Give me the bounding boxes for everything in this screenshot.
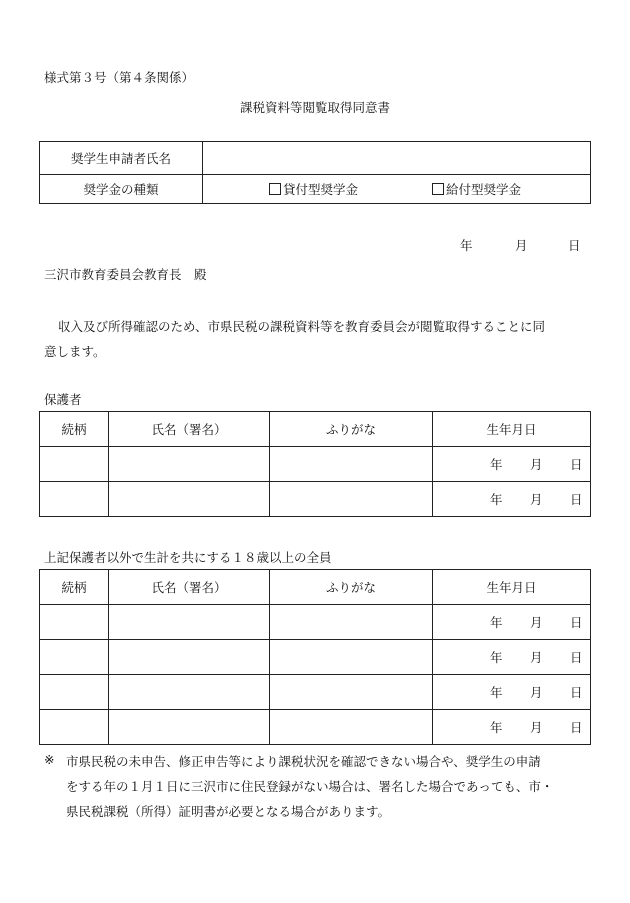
scholarship-type-label: 奨学金の種類 [40, 175, 203, 204]
birthdate-cell[interactable]: 年 月 日 [433, 605, 591, 640]
header-furigana: ふりがな [270, 570, 433, 605]
header-relation: 続柄 [40, 412, 109, 447]
header-birthdate: 生年月日 [433, 570, 591, 605]
table-row [40, 675, 591, 710]
grant-checkbox[interactable] [432, 183, 444, 195]
table-row [40, 605, 591, 640]
addressee: 三沢市教育委員会教育長 殿 [44, 267, 207, 282]
household-table [39, 569, 591, 745]
table-row [40, 710, 591, 745]
header-birthdate: 生年月日 [433, 412, 591, 447]
header-name: 氏名（署名） [109, 412, 270, 447]
table-row [40, 482, 591, 517]
date-day: 日 [568, 238, 581, 253]
note-mark: ※ [44, 752, 55, 767]
table-row [40, 640, 591, 675]
header-relation: 続柄 [40, 570, 109, 605]
guardian-table [39, 411, 591, 517]
household-heading: 上記保護者以外で生計を共にする１８歳以上の全員 [44, 550, 332, 565]
applicant-name-label: 奨学生申請者氏名 [40, 142, 203, 175]
birthdate-cell[interactable]: 年 月 日 [433, 447, 591, 482]
table-row [40, 447, 591, 482]
birthdate-cell[interactable]: 年 月 日 [433, 482, 591, 517]
header-name: 氏名（署名） [109, 570, 270, 605]
loan-option[interactable]: 貸付型奨学金 [269, 180, 358, 198]
guardian-heading: 保護者 [44, 392, 82, 407]
applicant-name-field[interactable] [203, 142, 591, 175]
loan-checkbox[interactable] [269, 183, 281, 195]
body-line-2: 意します。 [44, 344, 106, 359]
form-title: 課税資料等閲覧取得同意書 [239, 100, 390, 115]
note-line-2: をする年の１月１日に三沢市に住民登録がない場合は、署名した場合であっても、市・ [66, 779, 554, 794]
note-line-1: 市県民税の未申告、修正申告等により課税状況を確認できない場合や、奨学生の申請 [66, 754, 541, 769]
scholarship-type-options [203, 175, 591, 204]
date-month: 月 [515, 238, 528, 253]
header-furigana: ふりがな [270, 412, 433, 447]
birthdate-cell[interactable]: 年 月 日 [433, 640, 591, 675]
applicant-table [39, 141, 591, 204]
date-year: 年 [460, 238, 473, 253]
body-line-1: 収入及び所得確認のため、市県民税の課税資料等を教育委員会が閲覧取得することに同 [58, 319, 546, 334]
birthdate-cell[interactable]: 年 月 日 [433, 710, 591, 745]
birthdate-cell[interactable]: 年 月 日 [433, 675, 591, 710]
form-number: 様式第３号（第４条関係） [44, 70, 195, 85]
note-line-3: 県民税課税（所得）証明書が必要となる場合があります。 [66, 804, 391, 819]
grant-option[interactable]: 給付型奨学金 [432, 180, 521, 198]
